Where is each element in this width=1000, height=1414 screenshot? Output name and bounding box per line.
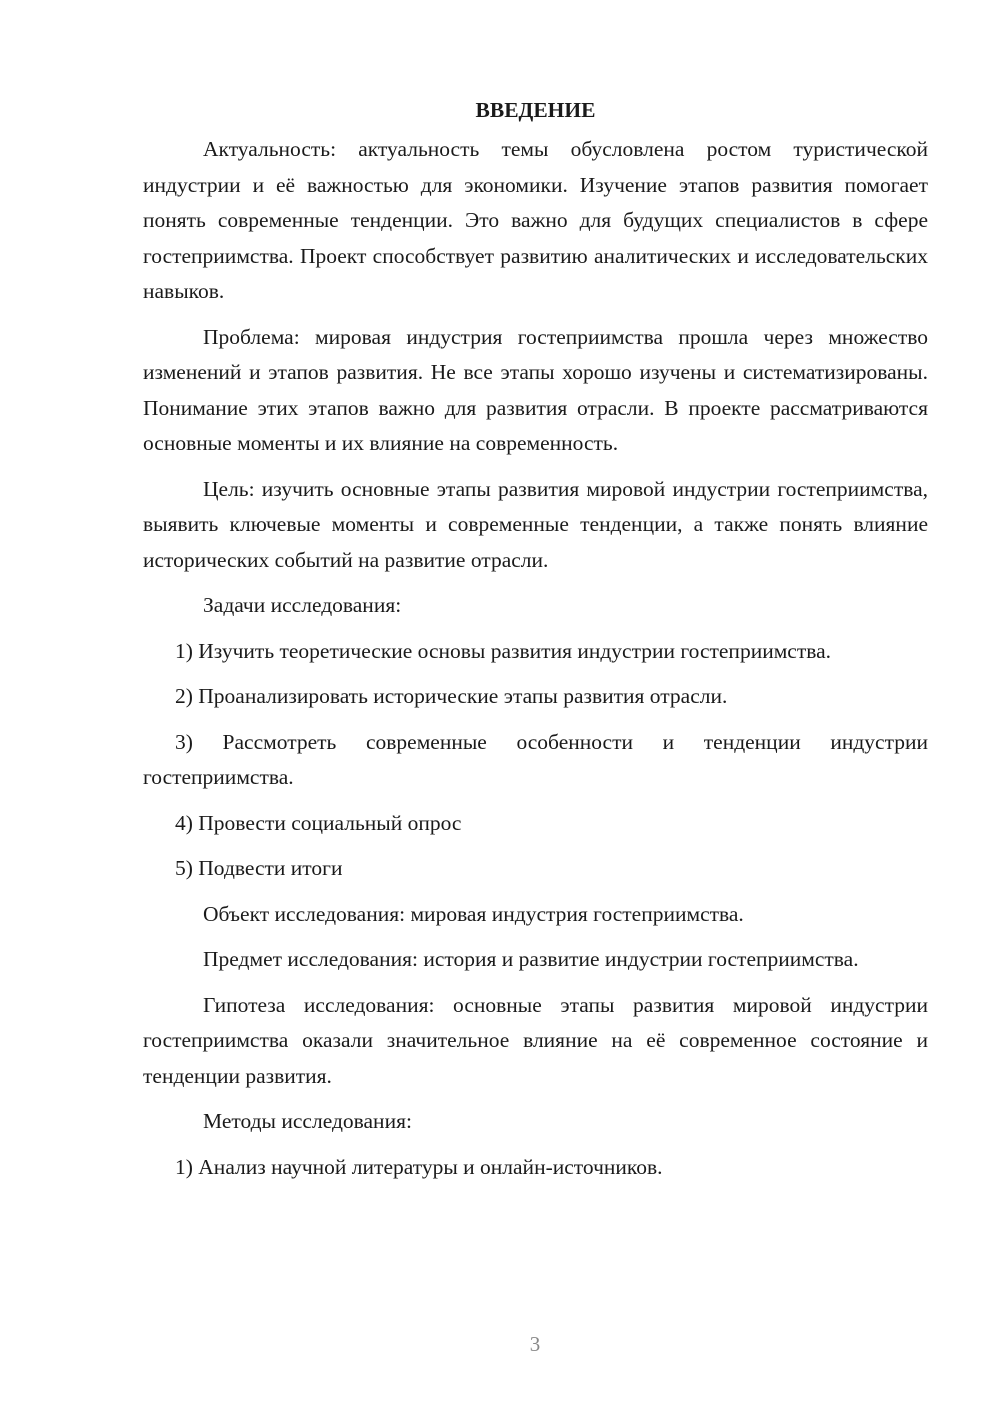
document-page <box>143 92 928 1195</box>
hypothesis-paragraph: Гипотеза исследования: основные этапы развития мировой индустрии гостеприимства оказали значительное влияние на её современное состояние и тенденции развития. <box>143 992 928 1088</box>
task-item: 3) Рассмотреть современные особенности и тенденции индустрии гостеприимства. <box>143 729 928 789</box>
goal-paragraph: Цель: изучить основные этапы развития мировой индустрии гостеприимства, выявить ключевые моменты и современные тенденции, а также понять влияние исторических событий на развитие отрасли. <box>143 476 928 572</box>
task-item: 4) Провести социальный опрос <box>175 810 462 835</box>
section-title: ВВЕДЕНИЕ <box>475 98 596 122</box>
task-item: 2) Проанализировать исторические этапы развития отрасли. <box>175 684 728 708</box>
methods-heading: Методы исследования: <box>203 1109 412 1133</box>
tasks-heading: Задачи исследования: <box>203 593 402 617</box>
task-item: 5) Подвести итоги <box>175 856 343 880</box>
task-item: 1) Изучить теоретические основы развития индустрии гостеприимства. <box>175 638 832 663</box>
subject-paragraph: Предмет исследования: история и развитие индустрии гостеприимства. <box>203 947 859 971</box>
method-item: 1) Анализ научной литературы и онлайн-источников. <box>175 1154 663 1179</box>
relevance-paragraph: Актуальность: актуальность темы обусловлена ростом туристической индустрии и её важностью для экономики. Изучение этапов развития помогает понять современные тенденции. Это важно для будущих специалистов в сфере гостеприимства. Проект способствует развитию аналитических и исследовательских навыков. <box>143 137 928 303</box>
page-number: 3 <box>529 1332 541 1356</box>
object-paragraph: Объект исследования: мировая индустрия гостеприимства. <box>203 901 744 926</box>
problem-paragraph: Проблема: мировая индустрия гостеприимства прошла через множество изменений и этапов развития. Не все этапы хорошо изучены и систематизированы. Понимание этих этапов важно для развития отрасли. В проекте рассматриваются основные моменты и их влияние на современность. <box>143 324 928 455</box>
